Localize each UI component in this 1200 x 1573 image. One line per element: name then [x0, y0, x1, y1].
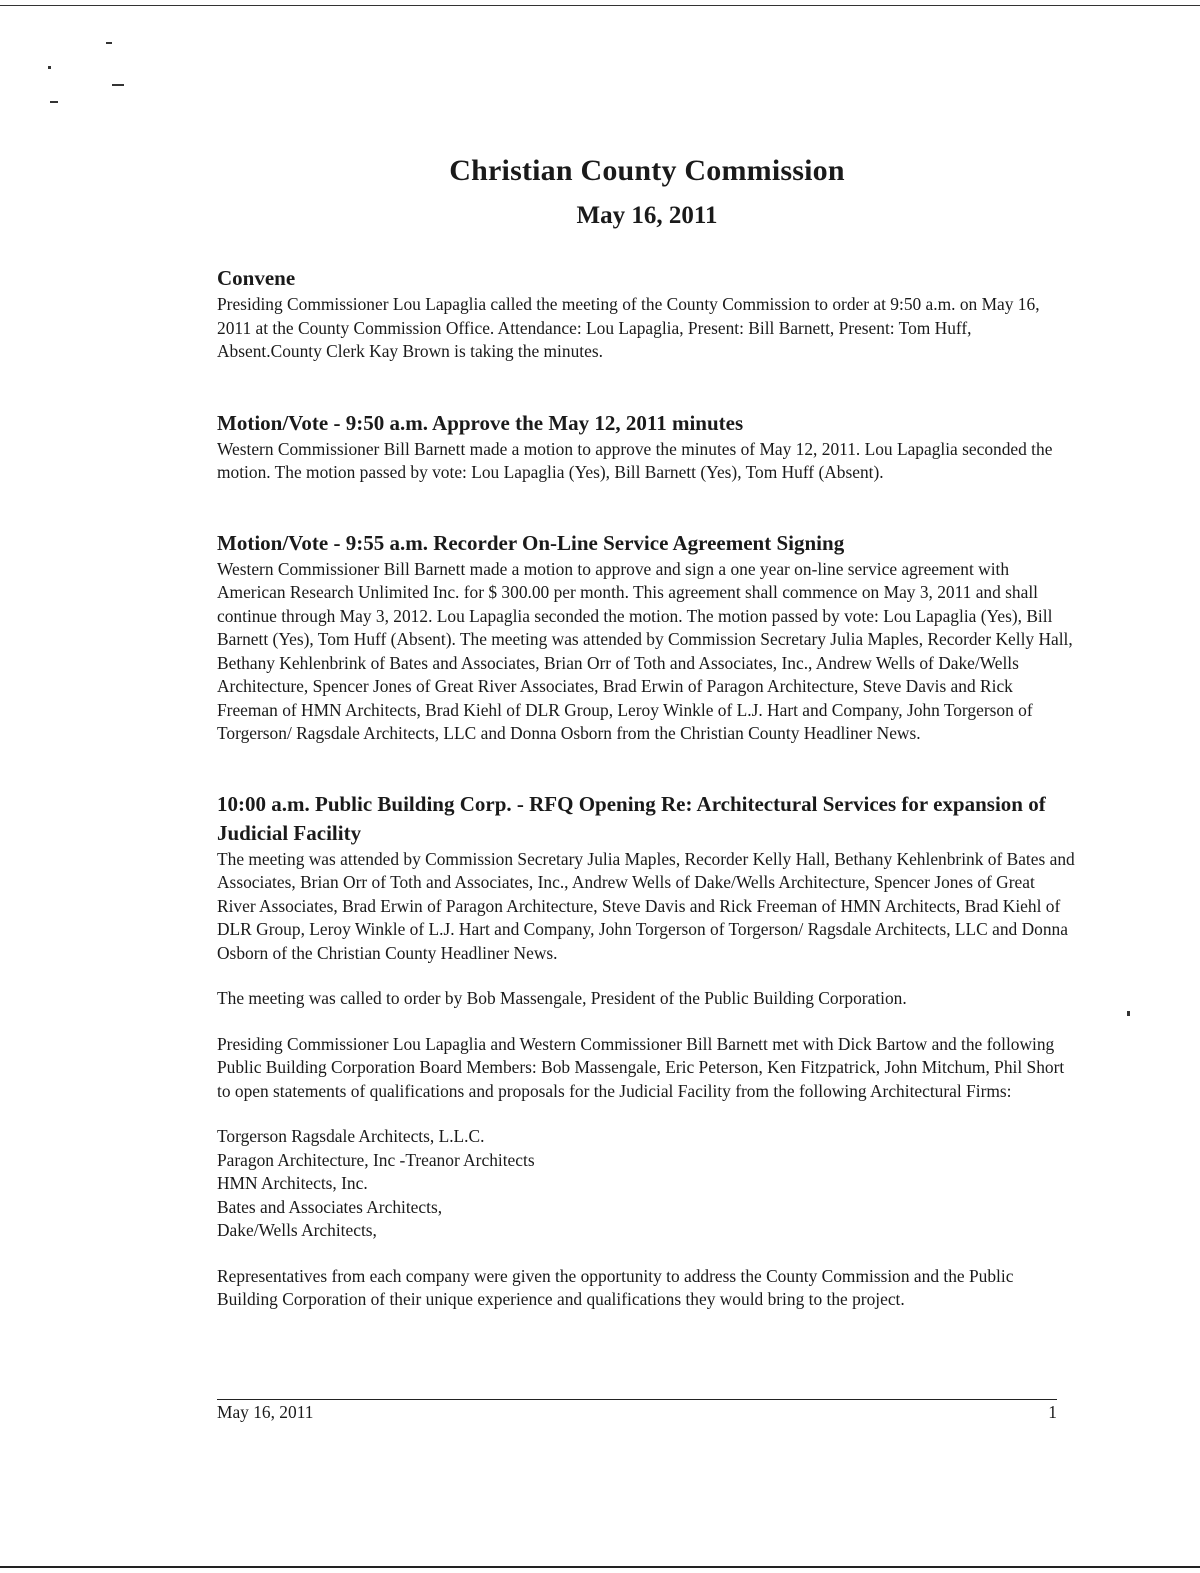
section-rfq-opening: [217, 790, 1077, 1312]
list-item: Paragon Architecture, Inc -Treanor Architects: [217, 1149, 535, 1170]
architectural-firm-list: [217, 1125, 1077, 1243]
section-approve-minutes: [217, 409, 1077, 485]
scan-speck: [112, 84, 124, 86]
section-recorder-agreement: [217, 529, 1077, 746]
section-paragraph: Presiding Commissioner Lou Lapaglia called the meeting of the County Commission to order at 9:50 a.m. on May 16, 2011 at the County Commission Office. Attendance: Lou Lapaglia, Present: Bill Barnett, Present: Tom Huff, Absent.County Clerk Kay Brown is taking the minutes.: [217, 294, 1040, 361]
section-paragraph: Presiding Commissioner Lou Lapaglia and Western Commissioner Bill Barnett met with Dick Bartow and the following Public Building Corporation Board Members: Bob Massengale, Eric Peterson, Ken Fitzpatrick, John Mitchum, Phil Short to open statements of qualifications and proposals for the Judicial Facility from the following Architectural Firms:: [217, 1033, 1065, 1101]
footer-date: May 16, 2011: [217, 1402, 314, 1422]
section-paragraph: The meeting was called to order by Bob Massengale, President of the Public Building Corporation.: [217, 988, 907, 1008]
section-paragraph: Western Commissioner Bill Barnett made a motion to approve and sign a one year on-line service agreement with American Research Unlimited Inc. for $ 300.00 per month. This agreement shall commence on May 3, 2011 and shall continue through May 3, 2012. Lou Lapaglia seconded the motion. The motion passed by vote: Lou Lapaglia (Yes), Bill Barnett (Yes), Tom Huff (Absent). The meeting was attended by Commission Secretary Julia Maples, Recorder Kelly Hall, Bethany Kehlenbrink of Bates and Associates, Brian Orr of Toth and Associates, Inc., Andrew Wells of Dake/Wells Architecture, Spencer Jones of Great River Associates, Brad Erwin of Paragon Architecture, Steve Davis and Rick Freeman of HMN Architects, Brad Kiehl of DLR Group, Leroy Winkle of L.J. Hart and Company, John Torgerson of Torgerson/ Ragsdale Architects, LLC and Donna Osborn from the Christian County Headliner News.: [217, 558, 1073, 743]
scan-edge-bottom: [0, 1566, 1200, 1568]
section-heading: Motion/Vote - 9:55 a.m. Recorder On-Line Service Agreement Signing: [217, 530, 845, 555]
section-paragraph: The meeting was attended by Commission Secretary Julia Maples, Recorder Kelly Hall, Bethany Kehlenbrink of Bates and Associates, Brian Orr of Toth and Associates, Inc., Andrew Wells of Dake/Wells Architecture, Spencer Jones of Great River Associates, Brad Erwin of Paragon Architecture, Steve Davis and Rick Freeman of HMN Architects, Brad Kiehl of DLR Group, Leroy Winkle of L.J. Hart and Company, John Torgerson of Torgerson/ Ragsdale Architects, LLC and Donna Osborn of the Christian County Headliner News.: [217, 848, 1075, 963]
section-heading: Convene: [217, 266, 296, 290]
document-date: May 16, 2011: [576, 202, 718, 229]
list-item: Bates and Associates Architects,: [217, 1196, 443, 1217]
list-item: HMN Architects, Inc.: [217, 1173, 368, 1193]
scan-edge-top: [0, 5, 1200, 6]
section-paragraph: Representatives from each company were given the opportunity to address the County Commission and the Public Building Corporation of their unique experience and qualifications they would bring to the project.: [217, 1265, 1014, 1309]
document-title: Christian County Commission: [449, 154, 845, 187]
section-paragraph: Western Commissioner Bill Barnett made a motion to approve the minutes of May 12, 2011. Lou Lapaglia seconded the motion. The motion passed by vote: Lou Lapaglia (Yes), Bill Barnett (Yes), Tom Huff (Absent).: [217, 438, 1053, 482]
list-item: Dake/Wells Architects,: [217, 1220, 377, 1240]
scan-speck: [48, 66, 51, 69]
scan-speck: [1127, 1011, 1130, 1016]
scan-speck: [50, 101, 58, 103]
list-item: Torgerson Ragsdale Architects, L.L.C.: [217, 1126, 485, 1146]
document-page: [217, 150, 1077, 1312]
section-heading: Motion/Vote - 9:50 a.m. Approve the May 12, 2011 minutes: [217, 410, 744, 435]
scan-speck: [106, 42, 112, 44]
page-footer: [217, 1399, 1057, 1423]
section-convene: [217, 264, 1077, 364]
page-number: 1: [1048, 1402, 1057, 1422]
section-heading: 10:00 a.m. Public Building Corp. - RFQ Opening Re: Architectural Services for expansion of Judicial Facility: [217, 791, 1046, 845]
